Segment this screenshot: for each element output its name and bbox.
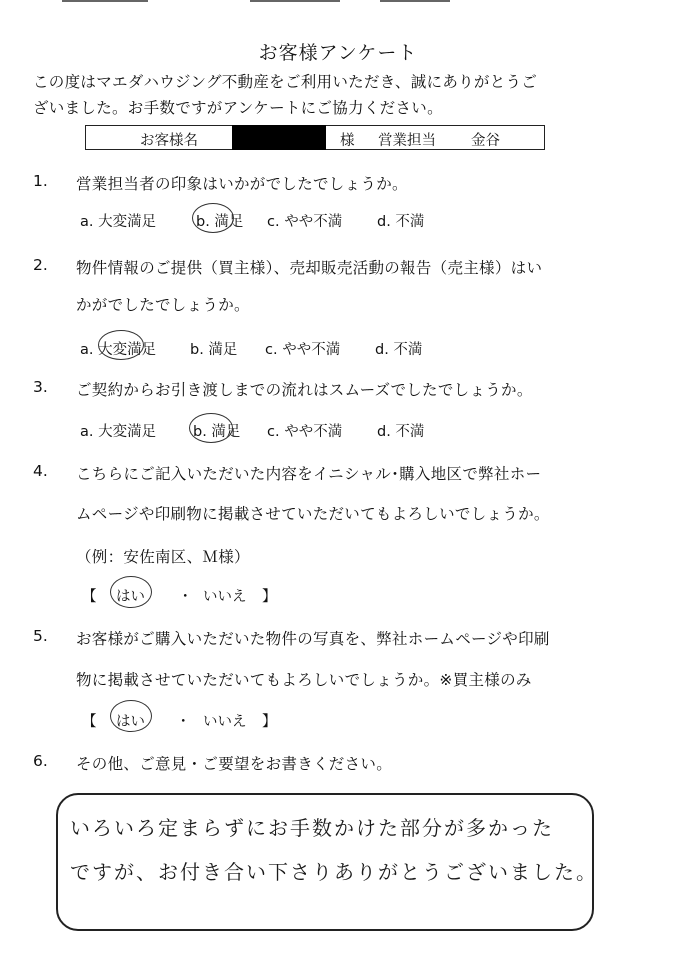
question-2-text-line-2: かがでしたでしょうか。: [76, 296, 250, 314]
q2-option-c: c. やや不満: [265, 342, 341, 358]
question-number: 2.: [33, 256, 48, 274]
q2-option-a: a. 大変満足: [80, 342, 157, 358]
q3-option-c: c. やや不満: [267, 424, 343, 440]
q4-selection-circle: [110, 576, 152, 608]
question-6-text: その他、ご意見・ご要望をお書きください。: [76, 755, 393, 773]
intro-line-1: この度はマエダハウジング不動産をご利用いただき、誠にありがとうご: [33, 73, 538, 91]
q3-selection-circle: [189, 413, 233, 443]
q4-option-yes: はい: [116, 589, 145, 605]
staff-name: 金谷: [471, 133, 500, 149]
q5-separator: ・: [176, 714, 191, 730]
q1-option-a: a. 大変満足: [80, 214, 157, 230]
q2-option-b: b. 満足: [190, 342, 238, 358]
question-4-text-line-2: ムページや印刷物に掲載させていただいてもよろしいでしょうか。: [76, 505, 550, 523]
q4-bracket-open: 【: [82, 589, 97, 605]
q5-bracket-open: 【: [82, 714, 97, 730]
question-4-text-line-1: こちらにご記入いただいた内容をイニシャル･購入地区で弊社ホー: [76, 465, 542, 483]
q2-option-d: d. 不満: [375, 342, 423, 358]
q2-selection-circle: [98, 330, 144, 360]
q1-option-b: b. 満足: [196, 214, 244, 230]
question-5-text-line-1: お客様がご購入いただいた物件の写真を、弊社ホームページや印刷: [76, 630, 550, 648]
q4-separator: ・: [178, 589, 193, 605]
scan-line: [380, 0, 450, 2]
question-3-text: ご契約からお引き渡しまでの流れはスムーズでしたでしょうか。: [76, 381, 533, 399]
scan-line: [250, 0, 340, 2]
intro-line-2: ざいました。お手数ですがアンケートにご協力ください。: [33, 99, 443, 117]
q5-selection-circle: [110, 700, 152, 732]
q4-bracket-close: 】: [262, 589, 277, 605]
q1-selection-circle: [192, 203, 234, 233]
q5-bracket-close: 】: [262, 714, 277, 730]
redacted-customer-name: [232, 125, 326, 150]
comment-line-1: いろいろ定まらずにお手数かけた部分が多かった: [70, 816, 554, 840]
question-number: 5.: [33, 627, 48, 645]
scan-line: [62, 0, 148, 2]
question-4-example: （例：安佐南区、Ｍ様）: [76, 548, 250, 566]
page-title: お客様アンケート: [258, 42, 418, 64]
question-number: 6.: [33, 752, 48, 770]
q3-option-d: d. 不満: [377, 424, 425, 440]
customer-info-box: [85, 125, 545, 150]
question-1-text: 営業担当者の印象はいかがでしたでしょうか。: [76, 175, 408, 193]
question-number: 4.: [33, 462, 48, 480]
q1-option-c: c. やや不満: [267, 214, 343, 230]
question-number: 1.: [33, 172, 48, 190]
honorific-label: 様: [340, 133, 355, 149]
q1-option-d: d. 不満: [377, 214, 425, 230]
q3-option-a: a. 大変満足: [80, 424, 157, 440]
q3-option-b: b. 満足: [193, 424, 241, 440]
q5-option-yes: はい: [116, 714, 145, 730]
staff-label: 営業担当: [378, 133, 436, 149]
question-2-text-line-1: 物件情報のご提供（買主様）、売却販売活動の報告（売主様）はい: [76, 259, 543, 277]
customer-name-label: お客様名: [140, 133, 198, 149]
q5-option-no: いいえ: [203, 714, 247, 730]
question-5-text-line-2: 物に掲載させていただいてもよろしいでしょうか。※買主様のみ: [76, 671, 532, 689]
question-number: 3.: [33, 378, 48, 396]
q4-option-no: いいえ: [203, 589, 247, 605]
comment-line-2: ですが、お付き合い下さりありがとうございました。: [70, 860, 598, 884]
